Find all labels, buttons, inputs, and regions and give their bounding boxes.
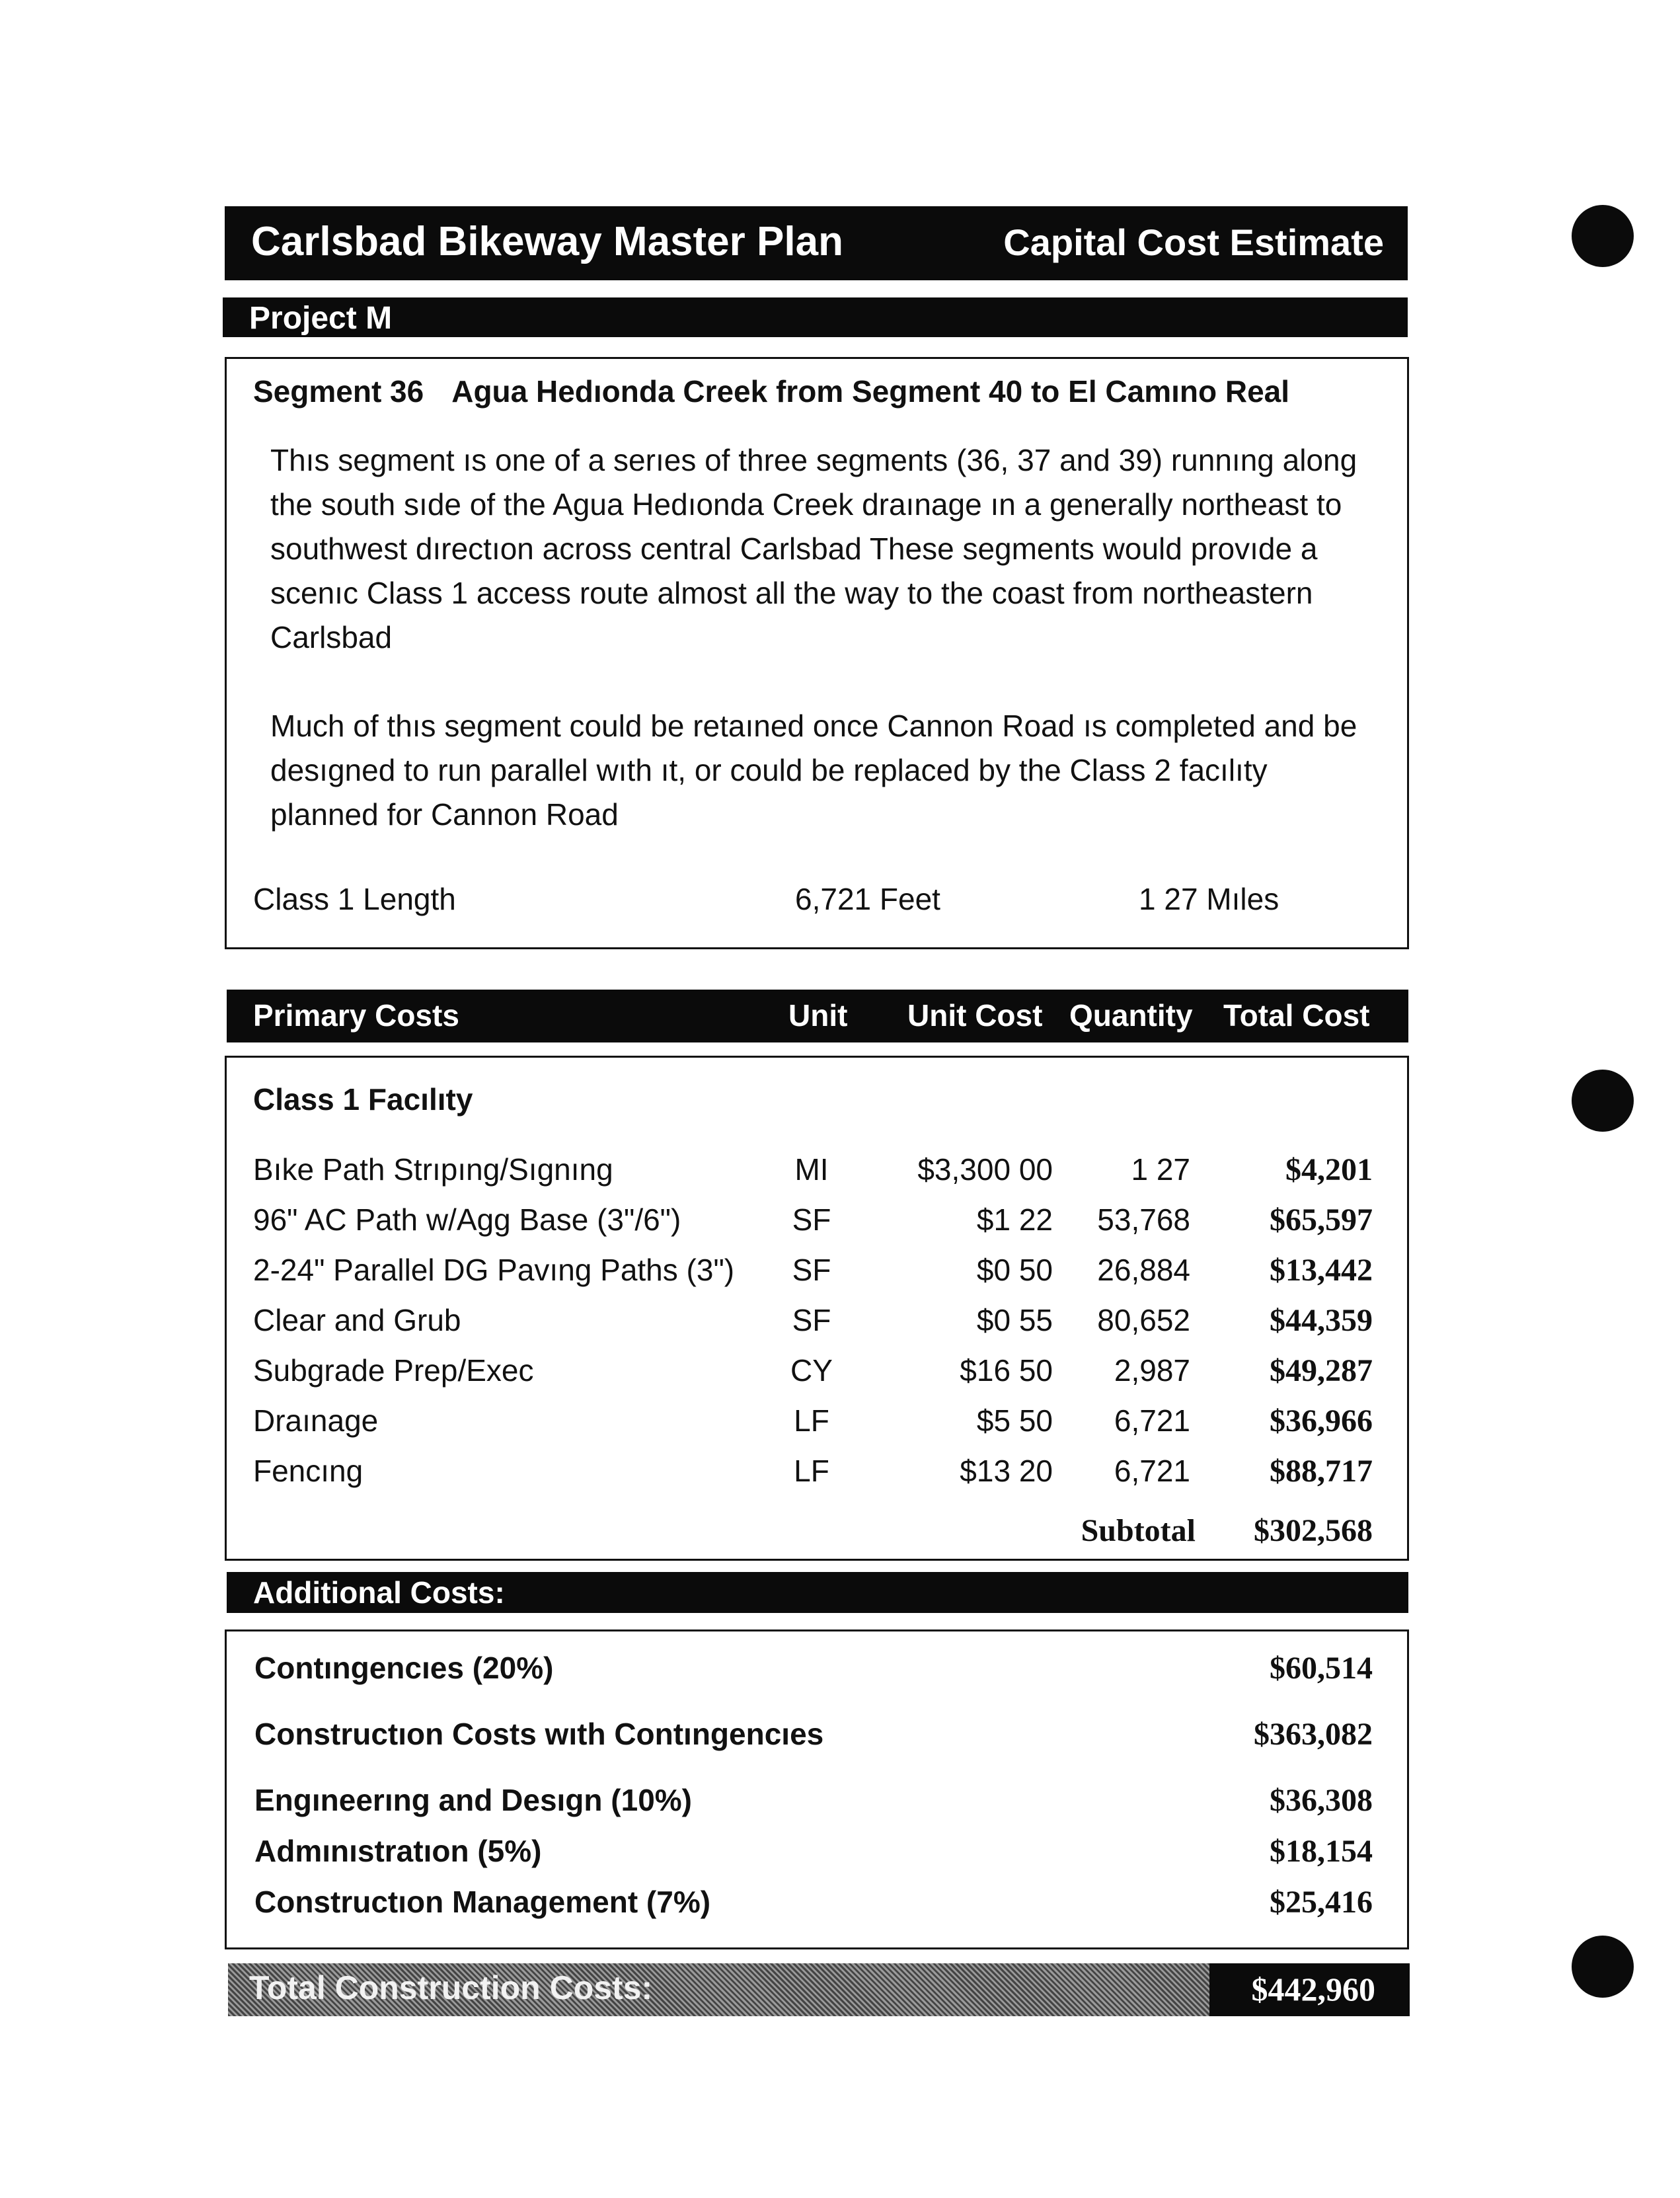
table-row [227,1403,1407,1449]
list-item [227,1716,1407,1762]
project-label: Project M [249,301,393,336]
item-description: 2-24" Parallel DG Pavıng Paths (3") [253,1253,735,1287]
cost-label: Admınıstratıon (5%) [254,1834,542,1868]
item-unit: LF [794,1454,829,1488]
item-quantity: 6,721 [1114,1403,1190,1438]
length-miles: 1 27 Mıles [1139,882,1279,916]
item-description: 96" AC Path w/Agg Base (3"/6") [253,1202,681,1237]
item-total: $4,201 [1285,1152,1373,1187]
list-item [227,1650,1407,1696]
binder-hole [1572,1070,1634,1132]
segment-number: Segment 36 [253,374,424,409]
additional-costs-table [225,1629,1409,1949]
list-item [227,1782,1407,1828]
title-bar [225,206,1408,280]
binder-hole [1572,1936,1634,1998]
item-unit: LF [794,1403,829,1438]
item-unit: SF [792,1303,831,1337]
section-heading: Class 1 Facılıty [253,1082,473,1117]
item-unit-cost: $13 20 [960,1454,1053,1488]
cost-amount: $36,308 [1270,1783,1373,1818]
length-feet: 6,721 Feet [795,882,940,916]
cost-amount: $18,154 [1270,1834,1373,1869]
item-description: Fencıng [253,1454,363,1488]
item-description: Subgrade Prep/Exec [253,1353,534,1388]
header-total-cost: Total Cost [1223,998,1370,1033]
item-unit: MI [794,1152,829,1187]
cost-amount: $363,082 [1254,1717,1373,1752]
item-unit-cost: $0 55 [976,1303,1053,1337]
item-description: Bıke Path Strıpıng/Sıgnıng [253,1152,613,1187]
header-primary-costs: Primary Costs [253,998,459,1033]
table-row [227,1252,1407,1298]
item-unit-cost: $3,300 00 [917,1152,1053,1187]
total-value: $442,960 [1251,1971,1375,2008]
header-quantity: Quantity [1069,998,1193,1033]
item-unit: CY [790,1353,833,1388]
additional-costs-label: Additional Costs: [253,1575,505,1610]
segment-description-box [225,357,1409,949]
item-total: $65,597 [1270,1202,1373,1237]
item-total: $44,359 [1270,1303,1373,1338]
table-row [227,1453,1407,1499]
item-quantity: 6,721 [1114,1454,1190,1488]
item-quantity: 80,652 [1097,1303,1190,1337]
header-unit-cost: Unit Cost [907,998,1043,1033]
length-label: Class 1 Length [253,882,456,916]
item-quantity: 1 27 [1131,1152,1190,1187]
item-description: Clear and Grub [253,1303,461,1337]
list-item [227,1833,1407,1879]
document-subtitle: Capital Cost Estimate [1003,221,1384,263]
cost-label: Constructıon Management (7%) [254,1885,711,1919]
primary-costs-header [227,990,1408,1042]
item-quantity: 2,987 [1114,1353,1190,1388]
additional-costs-header [227,1572,1408,1613]
header-unit: Unit [788,998,848,1033]
item-quantity: 26,884 [1097,1253,1190,1287]
binder-hole [1572,205,1634,267]
cost-label: Constructıon Costs wıth Contıngencıes [254,1717,824,1751]
table-row [227,1353,1407,1399]
table-row [227,1202,1407,1248]
total-construction-costs-bar [228,1963,1410,2016]
total-label-area [228,1963,1209,2016]
item-unit-cost: $5 50 [976,1403,1053,1438]
subtotal-value: $302,568 [1254,1513,1373,1548]
subtotal-label: Subtotal [1081,1513,1196,1548]
cost-label: Contıngencıes (20%) [254,1651,554,1685]
primary-costs-table [225,1056,1409,1561]
table-row [227,1152,1407,1198]
cost-label: Engıneerıng and Desıgn (10%) [254,1783,692,1817]
cost-amount: $25,416 [1270,1885,1373,1920]
segment-title [253,373,1289,409]
total-value-area [1209,1963,1410,2016]
item-total: $36,966 [1270,1403,1373,1438]
item-total: $88,717 [1270,1454,1373,1489]
item-total: $13,442 [1270,1253,1373,1288]
item-unit: SF [792,1202,831,1237]
item-description: Draınage [253,1403,379,1438]
project-bar [223,297,1408,337]
segment-name: Agua Hedıonda Creek from Segment 40 to El Camıno Real [451,374,1290,409]
total-label: Total Construction Costs: [249,1969,653,2006]
cost-amount: $60,514 [1270,1651,1373,1686]
segment-paragraph-2: Much of thıs segment could be retaıned once Cannon Road ıs completed and be desıgned to run parallel wıth ıt, or could be replaced by the Class 2 facılıty planned for Cannon Road [270,709,1357,832]
item-total: $49,287 [1270,1353,1373,1388]
item-unit-cost: $16 50 [960,1353,1053,1388]
item-unit-cost: $1 22 [976,1202,1053,1237]
list-item [227,1884,1407,1930]
table-row [227,1302,1407,1349]
item-unit: SF [792,1253,831,1287]
document-title: Carlsbad Bikeway Master Plan [251,219,843,264]
item-unit-cost: $0 50 [976,1253,1053,1287]
item-quantity: 53,768 [1097,1202,1190,1237]
segment-paragraph-1: Thıs segment ıs one of a serıes of three segments (36, 37 and 39) runnıng along the south sıde of the Agua Hedıonda Creek draınage ın a generally northeast to southwest dırectıon across central Carlsbad These segments would provıde a scenıc Class 1 access route almost all the way to the coast from northeastern Carlsbad [270,443,1357,654]
